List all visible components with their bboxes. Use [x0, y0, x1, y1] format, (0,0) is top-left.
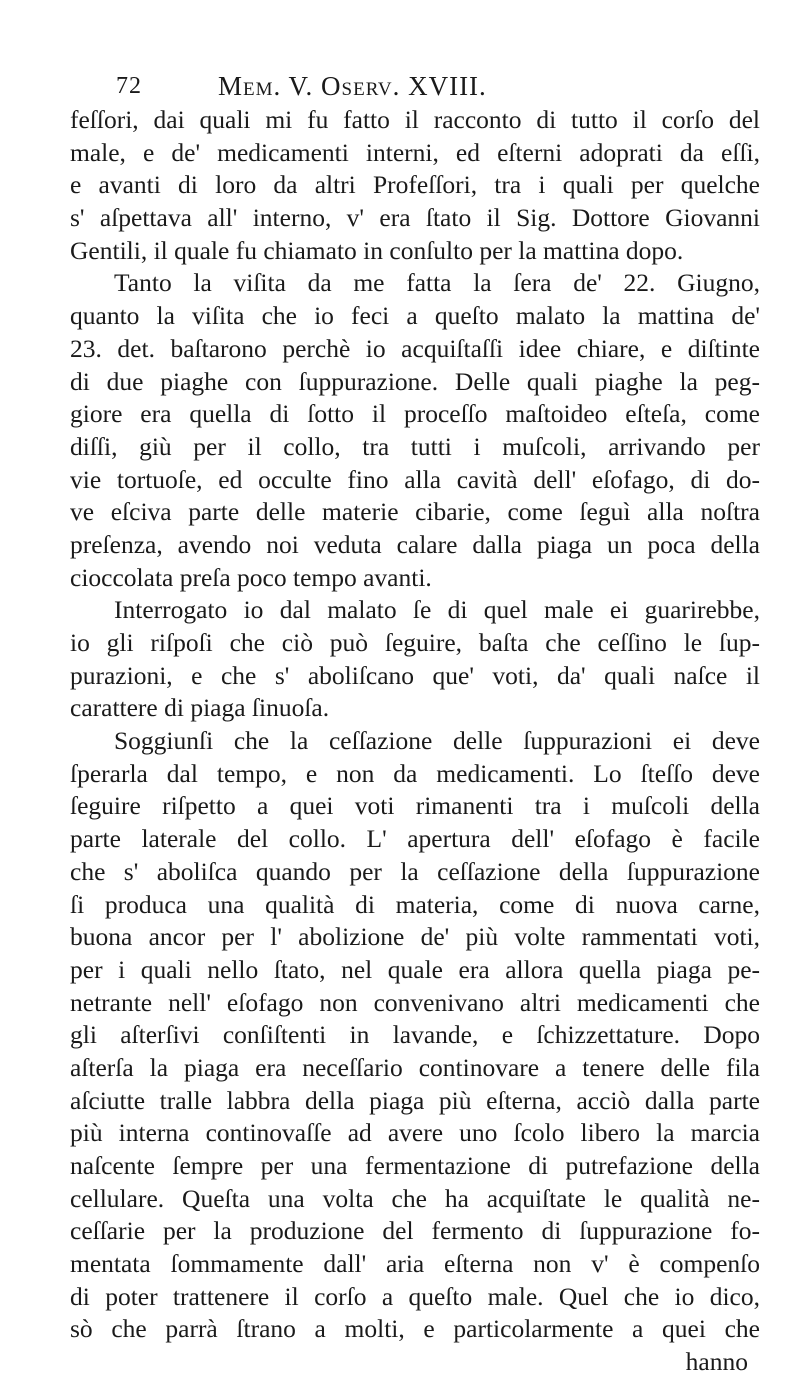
text-line: di due piaghe con ſuppurazione. Delle quali piaghe la peg- [70, 366, 760, 396]
text-line: male, e de' medicamenti interni, ed eſterni adoprati da eſſi, [70, 137, 760, 167]
text-line: giore era quella di ſotto il proceſſo maſtoideo eſteſa, come [70, 399, 760, 429]
text-line: parte laterale del collo. L' apertura dell' eſofago è facile [70, 824, 760, 854]
text-line: di poter trattenere il corſo a queſto male. Quel che io dico, [70, 1281, 760, 1311]
text-line: Soggiunſi che la ceſſazione delle ſuppurazioni ei deve [114, 726, 760, 756]
text-line: più interna continovaſſe ad avere uno ſcolo libero la marcia [70, 1118, 760, 1148]
text-line: per i quali nello ſtato, nel quale era allora quella piaga pe- [70, 954, 760, 984]
text-line: Tanto la viſita da me fatta la ſera de' 22. Giugno, [114, 268, 760, 298]
text-line: io gli riſpoſi che ciò può ſeguire, baſta che ceſſino le ſup- [70, 628, 760, 657]
page-number: 72 [116, 73, 142, 99]
text-line: ve eſciva parte delle materie cibarie, come ſeguì alla noſtra [70, 497, 760, 527]
text-line: quanto la viſita che io feci a queſto malato la mattina de' [70, 301, 760, 331]
page-header [70, 68, 760, 104]
text-line: ſi produca una qualità di materia, come di nuova carne, [70, 889, 760, 919]
text-line: s' aſpettava all' interno, v' era ſtato il Sig. Dottore Giovanni [70, 203, 760, 233]
text-line: Interrogato io dal malato ſe di quel male ei guarirebbe, [114, 595, 760, 625]
text-line: aſterſa la piaga era neceſſario continovare a tenere delle fila [70, 1052, 760, 1082]
text-line: cellulare. Queſta una volta che ha acquiſtate le qualità ne- [70, 1183, 760, 1213]
text-line: diſſi, giù per il collo, tra tutti i muſcoli, arrivando per [70, 431, 760, 461]
catchword: hanno [685, 1347, 748, 1377]
book-page [70, 68, 760, 1379]
text-line: preſenza, avendo noi veduta calare dalla piaga un poca della [70, 529, 760, 559]
text-line: cioccolata preſa poco tempo avanti. [70, 562, 432, 592]
text-line: aſciutte tralle labbra della piaga più eſterna, acciò dalla parte [70, 1085, 760, 1115]
body-text [70, 104, 760, 1379]
text-line: netrante nell' eſofago non convenivano altri medicamenti che [70, 987, 760, 1017]
text-line: vie tortuoſe, ed occulte fino alla cavità dell' eſofago, di do- [70, 464, 760, 494]
text-line: ceſſarie per la produzione del fermento di ſuppurazione fo- [70, 1216, 760, 1246]
text-line: buona ancor per l' abolizione de' più volte rammentati voti, [70, 922, 760, 952]
text-line: purazioni, e che s' aboliſcano que' voti, da' quali naſce il [70, 660, 760, 690]
text-line: feſſori, dai quali mi fu fatto il racconto di tutto il corſo del [70, 105, 760, 134]
text-line: e avanti di loro da altri Profeſſori, tra i quali per quelche [70, 170, 760, 200]
running-title: Mem. V. Oserv. XVIII. [218, 71, 487, 101]
text-line: ſperarla dal tempo, e non da medicamenti. Lo ſteſſo deve [70, 758, 760, 788]
text-line: Gentili, il quale fu chiamato in conſulto per la mattina dopo. [70, 235, 684, 265]
text-line: naſcente ſempre per una fermentazione di putrefazione della [70, 1151, 760, 1180]
text-line: 23. det. baſtarono perchè io acquiſtaſſi idee chiare, e diſtinte [70, 333, 760, 363]
text-line: carattere di piaga ſinuoſa. [70, 693, 330, 723]
text-line: ſeguire riſpetto a quei voti rimanenti tra i muſcoli della [70, 791, 760, 821]
text-line: gli aſterſivi conſiſtenti in lavande, e ſchizzettature. Dopo [70, 1020, 760, 1050]
text-line: che s' aboliſca quando per la ceſſazione della ſuppurazione [70, 856, 760, 886]
text-line: sò che parrà ſtrano a molti, e particolarmente a quei che [70, 1314, 760, 1344]
text-line: mentata ſommamente dall' aria eſterna non v' è compenſo [70, 1249, 760, 1279]
